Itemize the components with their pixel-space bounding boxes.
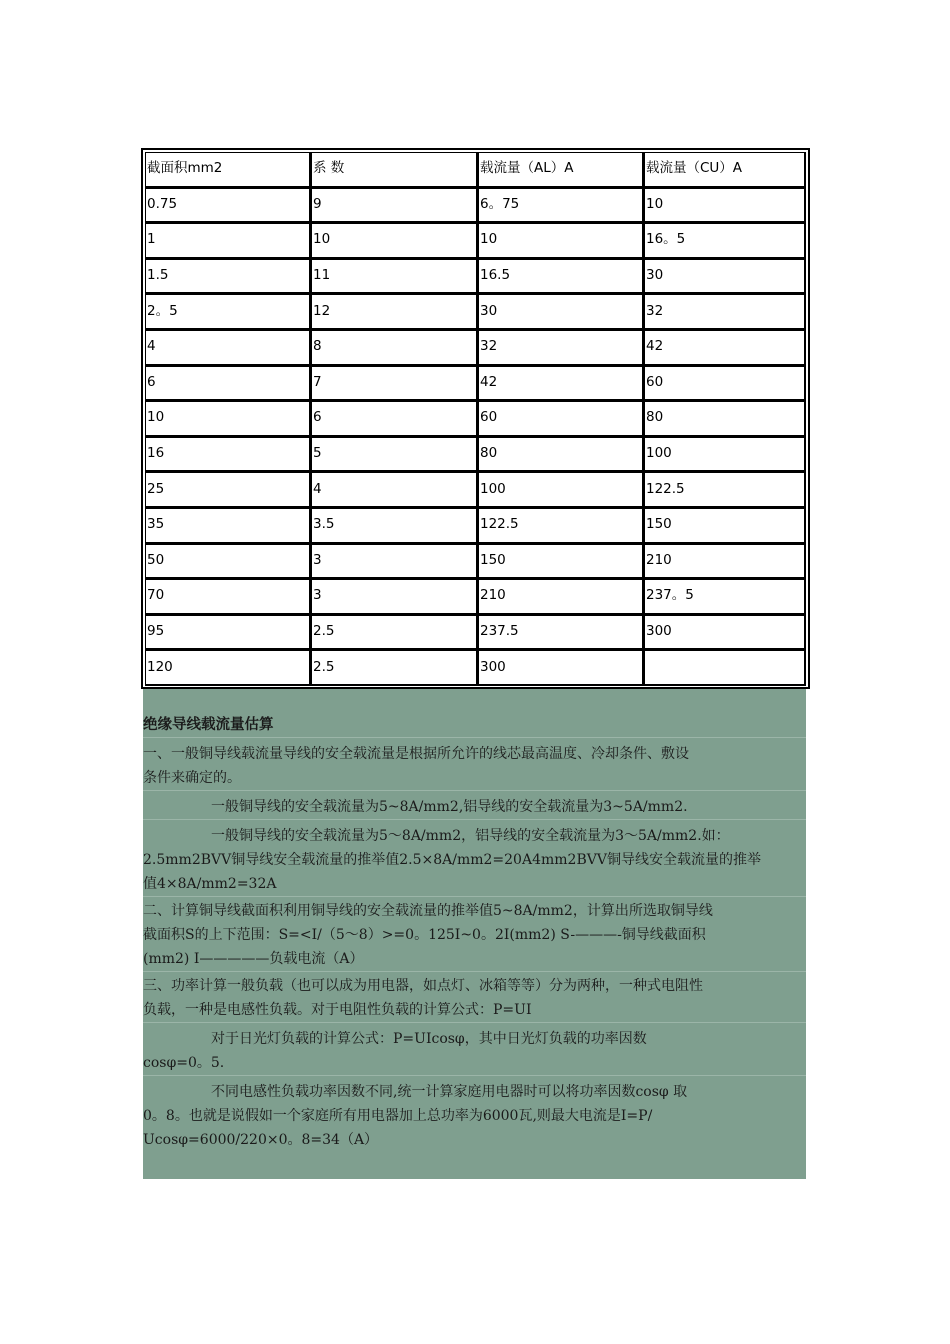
cell-text: 32 (646, 302, 664, 319)
cell-text: 2.5 (313, 658, 335, 675)
al-capacity-cell (478, 615, 644, 651)
para-3-line-1: 一般铜导线的安全载流量为5～8A/mm2，铝导线的安全载流量为3～5A/mm2.如： (211, 828, 730, 844)
cell-text: 16.5 (480, 267, 511, 284)
table-row (145, 259, 806, 295)
cell-text: 1.5 (147, 267, 169, 284)
table-row (145, 188, 806, 224)
al-capacity-cell (478, 330, 644, 366)
cell-text: 210 (646, 551, 672, 568)
cu-capacity-cell (644, 259, 806, 295)
cell-text: 300 (480, 658, 506, 675)
coefficient-cell (311, 650, 478, 686)
cell-text: 7 (313, 373, 322, 390)
al-capacity-cell (478, 472, 644, 508)
area-cell (145, 437, 311, 473)
cell-text: 210 (480, 587, 506, 604)
area-cell (145, 650, 311, 686)
cell-text: 3.5 (313, 516, 335, 533)
cell-text: 系 数 (313, 160, 345, 177)
cell-text: 122.5 (480, 516, 519, 533)
cell-text: 16 (147, 445, 165, 462)
cell-text: 150 (480, 551, 506, 568)
cell-text: 0.75 (147, 195, 178, 212)
para-3-line-2: 2.5mm2BVV铜导线安全载流量的推举值2.5×8A/mm2=20A4mm2BVV铜导线安全载流量的推举 (143, 852, 761, 868)
cell-text: 9 (313, 195, 322, 212)
cell-text: 10 (313, 231, 331, 248)
cell-text: 10 (147, 409, 165, 426)
table-row (145, 650, 806, 686)
cell-text: 2.5 (313, 623, 335, 640)
cell-text: 4 (313, 480, 322, 497)
cell-text: 35 (147, 516, 165, 533)
cell-text: 150 (646, 516, 672, 533)
cell-text: 237.5 (480, 623, 519, 640)
coefficient-cell (311, 223, 478, 259)
para-5-line-1: 三、功率计算一般负载（也可以成为用电器，如点灯、冰箱等等）分为两种，一种式电阻性 (143, 978, 703, 994)
cell-text: 80 (480, 445, 498, 462)
capacity-table-frame (141, 148, 810, 689)
cell-text: 4 (147, 338, 156, 355)
coefficient-cell (311, 294, 478, 330)
para-1-line-2: 条件来确定的。 (143, 770, 241, 786)
coefficient-cell (311, 330, 478, 366)
area-cell (145, 330, 311, 366)
coefficient-cell (311, 259, 478, 295)
cell-text: 6。75 (480, 195, 520, 212)
al-capacity-cell (478, 188, 644, 224)
para-4-line-3: (mm2) I—————负载电流（A） (143, 951, 364, 967)
al-capacity-cell (478, 294, 644, 330)
para-2: 一般铜导线的安全载流量为5~8A/mm2,铝导线的安全载流量为3~5A/mm2. (211, 799, 688, 815)
cu-capacity-cell (644, 437, 806, 473)
cell-text: 100 (480, 480, 506, 497)
cell-text: 2。5 (147, 302, 178, 319)
cu-capacity-cell (644, 223, 806, 259)
area-cell (145, 472, 311, 508)
cell-text: 42 (480, 373, 498, 390)
cell-text: 10 (480, 231, 498, 248)
cell-text: 300 (646, 623, 672, 640)
cell-text: 32 (480, 338, 498, 355)
table-row (145, 615, 806, 651)
al-capacity-cell (478, 401, 644, 437)
coefficient-cell (311, 579, 478, 615)
cell-text: 3 (313, 551, 322, 568)
cell-text: 60 (646, 373, 664, 390)
table-row (145, 579, 806, 615)
area-cell (145, 544, 311, 580)
para-6-line-1: 对于日光灯负载的计算公式：P=UIcosφ，其中日光灯负载的功率因数 (211, 1031, 647, 1047)
cell-text: 载流量（CU）A (646, 160, 743, 177)
cell-text: 122.5 (646, 480, 685, 497)
para-7-line-1: 不同电感性负载功率因数不同,统一计算家庭用电器时可以将功率因数cosφ 取 (211, 1084, 688, 1100)
al-capacity-cell (478, 437, 644, 473)
cell-text: 6 (147, 373, 156, 390)
al-capacity-cell (478, 544, 644, 580)
table-row (145, 472, 806, 508)
header-cell (644, 152, 806, 188)
para-6-line-2: cosφ=0。5. (143, 1055, 225, 1071)
area-cell (145, 615, 311, 651)
area-cell (145, 579, 311, 615)
area-cell (145, 294, 311, 330)
al-capacity-cell (478, 579, 644, 615)
cu-capacity-cell (644, 188, 806, 224)
cell-text: 5 (313, 445, 322, 462)
para-1-line-1: 一、一般铜导线载流量导线的安全载流量是根据所允许的线芯最高温度、冷却条件、敷设 (143, 746, 689, 762)
header-cell (478, 152, 644, 188)
cu-capacity-cell (644, 472, 806, 508)
section-title: 绝缘导线载流量估算 (143, 717, 274, 733)
cell-text: 95 (147, 623, 165, 640)
header-cell (311, 152, 478, 188)
cell-text: 11 (313, 267, 331, 284)
cell-text: 42 (646, 338, 664, 355)
capacity-table (145, 152, 806, 686)
header-cell (145, 152, 311, 188)
coefficient-cell (311, 472, 478, 508)
para-7-line-3: Ucosφ=6000/220×0。8=34（A） (143, 1132, 379, 1148)
cu-capacity-cell (644, 615, 806, 651)
table-row (145, 223, 806, 259)
coefficient-cell (311, 437, 478, 473)
area-cell (145, 508, 311, 544)
cell-text: 1 (147, 231, 156, 248)
cu-capacity-cell (644, 366, 806, 402)
coefficient-cell (311, 366, 478, 402)
area-cell (145, 259, 311, 295)
al-capacity-cell (478, 259, 644, 295)
cell-text: 25 (147, 480, 165, 497)
cell-text: 截面积mm2 (147, 160, 223, 177)
cell-text: 30 (646, 267, 664, 284)
table-row (145, 401, 806, 437)
cell-text: 10 (646, 195, 664, 212)
cell-text: 120 (147, 658, 173, 675)
cell-text: 载流量（AL）A (480, 160, 574, 177)
coefficient-cell (311, 188, 478, 224)
al-capacity-cell (478, 508, 644, 544)
cell-text: 100 (646, 445, 672, 462)
table-row (145, 294, 806, 330)
cu-capacity-cell (644, 508, 806, 544)
cu-capacity-cell (644, 579, 806, 615)
cell-text: 30 (480, 302, 498, 319)
area-cell (145, 188, 311, 224)
para-4-line-2: 截面积S的上下范围：S=<I/（5～8）>=0。125I~0。2I(mm2) S-———-铜导线截面积 (143, 927, 706, 943)
cu-capacity-cell (644, 294, 806, 330)
cu-capacity-cell (644, 401, 806, 437)
cell-text: 12 (313, 302, 331, 319)
coefficient-cell (311, 508, 478, 544)
table-row (145, 437, 806, 473)
cell-text: 70 (147, 587, 165, 604)
area-cell (145, 223, 311, 259)
cell-text: 3 (313, 587, 322, 604)
al-capacity-cell (478, 650, 644, 686)
cell-text: 80 (646, 409, 664, 426)
cell-text: 237。5 (646, 587, 694, 604)
cell-text: 16。5 (646, 231, 686, 248)
cu-capacity-cell (644, 330, 806, 366)
table-header-row (145, 152, 806, 188)
cell-text: 60 (480, 409, 498, 426)
al-capacity-cell (478, 223, 644, 259)
cell-text: 6 (313, 409, 322, 426)
para-5-line-2: 负载，一种是电感性负载。对于电阻性负载的计算公式：P=UI (143, 1002, 532, 1018)
para-7-line-2: 0。8。也就是说假如一个家庭所有用电器加上总功率为6000瓦,则最大电流是I=P/ (143, 1108, 653, 1124)
table-row (145, 330, 806, 366)
para-3-line-3: 值4×8A/mm2=32A (143, 876, 277, 892)
coefficient-cell (311, 615, 478, 651)
cu-capacity-cell (644, 544, 806, 580)
para-4-line-1: 二、计算铜导线截面积利用铜导线的安全载流量的推举值5~8A/mm2，计算出所选取铜导线 (143, 903, 713, 919)
coefficient-cell (311, 401, 478, 437)
area-cell (145, 401, 311, 437)
table-row (145, 366, 806, 402)
coefficient-cell (311, 544, 478, 580)
area-cell (145, 366, 311, 402)
table-row (145, 508, 806, 544)
table-row (145, 544, 806, 580)
cu-capacity-cell (644, 650, 806, 686)
estimation-section (143, 689, 806, 1179)
al-capacity-cell (478, 366, 644, 402)
cell-text: 50 (147, 551, 165, 568)
cell-text: 8 (313, 338, 322, 355)
